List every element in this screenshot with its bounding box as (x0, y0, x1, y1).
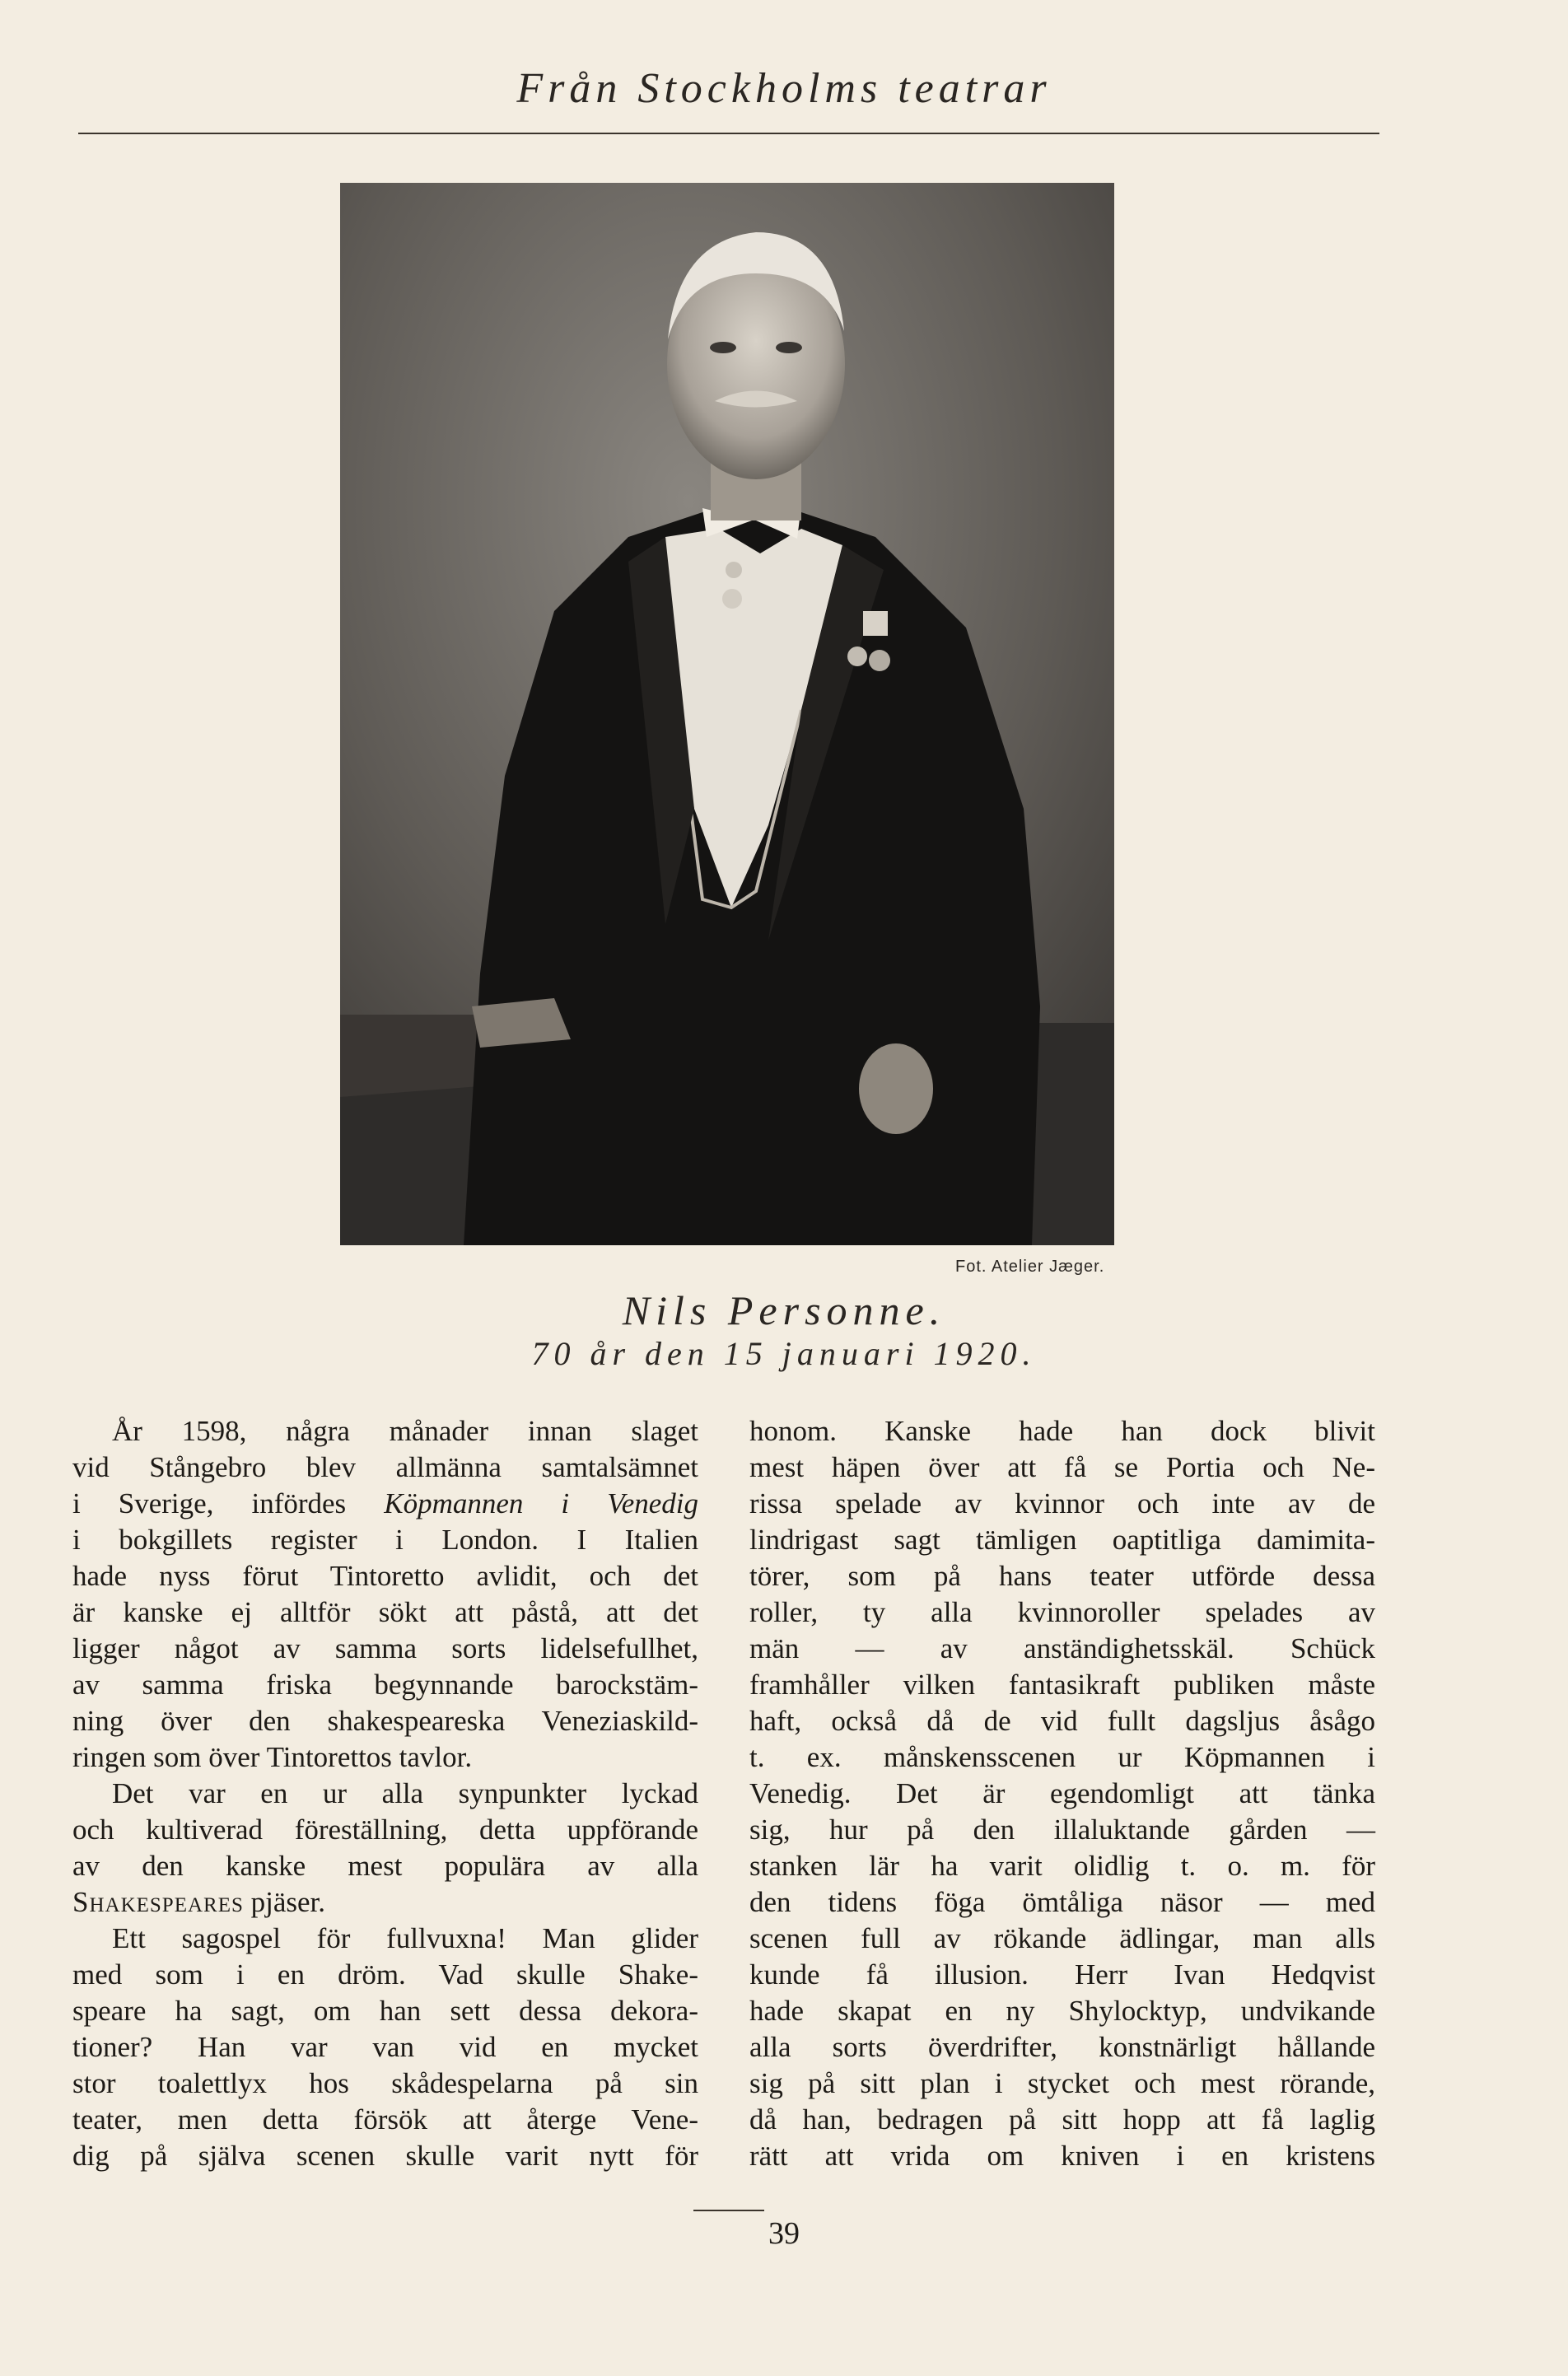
text-line: törer, som på hans teater utförde dessa (749, 1560, 1375, 1592)
text-line: rissa spelade av kvinnor och inte av de (749, 1487, 1375, 1519)
text-line: sig på sitt plan i stycket och mest rörande, (749, 2067, 1375, 2099)
text-line: den tidens föga ömtåliga näsor — med (749, 1886, 1375, 1918)
text-line: Venedig. Det är egendomligt att tänka (749, 1777, 1375, 1809)
header-rule (78, 133, 1379, 134)
text-line: av den kanske mest populära av alla (72, 1850, 698, 1882)
text-line: tioner? Han var van vid en mycket (72, 2031, 698, 2063)
text-column-left (72, 1413, 698, 2174)
text-line: scenen full av rökande ädlingar, man alls (749, 1922, 1375, 1954)
text-line: i bokgillets register i London. I Italien (72, 1524, 698, 1556)
text-line: och kultiverad föreställning, detta uppförande (72, 1814, 698, 1846)
text-line: ringen som över Tintorettos tavlor. (72, 1741, 473, 1773)
text-line: roller, ty alla kvinnoroller spelades av (749, 1596, 1375, 1628)
page-number: 39 (768, 2216, 800, 2251)
text-line: är kanske ej alltför sökt att påstå, att det (72, 1596, 698, 1628)
text-line: i Sverige, infördes Köpmannen i Venedig (72, 1487, 698, 1519)
text-line: sig, hur på den illaluktande gården — (749, 1814, 1375, 1846)
text-line: lindrigast sagt tämligen oaptitliga damimita- (749, 1524, 1375, 1556)
caption-name: Nils Personne. (622, 1287, 946, 1333)
text-line: män — av anständighetsskäl. Schück (749, 1632, 1375, 1664)
text-line: teater, men detta försök att återge Vene- (72, 2103, 698, 2136)
portrait-photo (340, 183, 1114, 1245)
text-line: stor toalettlyx hos skådespelarna på sin (72, 2067, 698, 2099)
text-line: hade skapat en ny Shylocktyp, undvikande (749, 1995, 1375, 2027)
text-line: Det var en ur alla synpunkter lyckad (112, 1777, 698, 1809)
text-line: ning över den shakespeareska Veneziaskild- (72, 1705, 698, 1737)
text-line: t. ex. månskensscenen ur Köpmannen i (749, 1741, 1375, 1773)
text-line: speare ha sagt, om han sett dessa dekora- (72, 1995, 698, 2027)
text-line: med som i en dröm. Vad skulle Shake- (72, 1958, 698, 1991)
text-line: rätt att vrida om kniven i en kristens (749, 2140, 1375, 2172)
text-line: dig på själva scenen skulle varit nytt för (72, 2140, 698, 2172)
text-line: stanken lär ha varit olidlig t. o. m. för (749, 1850, 1375, 1882)
text-line: mest häpen över att få se Portia och Ne- (749, 1451, 1375, 1483)
text-line: År 1598, några månader innan slaget (112, 1415, 698, 1447)
text-line: då han, bedragen på sitt hopp att få laglig (749, 2103, 1375, 2136)
text-column-right (749, 1413, 1375, 2174)
text-line: vid Stångebro blev allmänna samtalsämnet (72, 1451, 698, 1483)
text-line: haft, också då de vid fullt dagsljus åsågo (749, 1705, 1375, 1737)
text-line: framhåller vilken fantasikraft publiken måste (749, 1669, 1375, 1701)
caption-date: 70 år den 15 januari 1920. (531, 1335, 1037, 1372)
text-line: kunde få illusion. Herr Ivan Hedqvist (749, 1958, 1375, 1991)
text-line: honom. Kanske hade han dock blivit (749, 1415, 1375, 1447)
portrait-illustration (340, 183, 1114, 1245)
text-line: av samma friska begynnande barockstäm- (72, 1669, 698, 1701)
text-line: Ett sagospel för fullvuxna! Man glider (112, 1922, 698, 1954)
photo-credit: Fot. Atelier Jæger. (955, 1258, 1105, 1276)
running-head: Från Stockholms teatrar (516, 65, 1052, 112)
text-line: ligger något av samma sorts lidelsefullhet, (72, 1632, 698, 1664)
text-line: alla sorts överdrifter, konstnärligt hållande (749, 2031, 1375, 2063)
footer-rule (693, 2210, 764, 2211)
text-line: Shakespeares pjäser. (72, 1886, 326, 1918)
text-line: hade nyss förut Tintoretto avlidit, och det (72, 1560, 698, 1592)
